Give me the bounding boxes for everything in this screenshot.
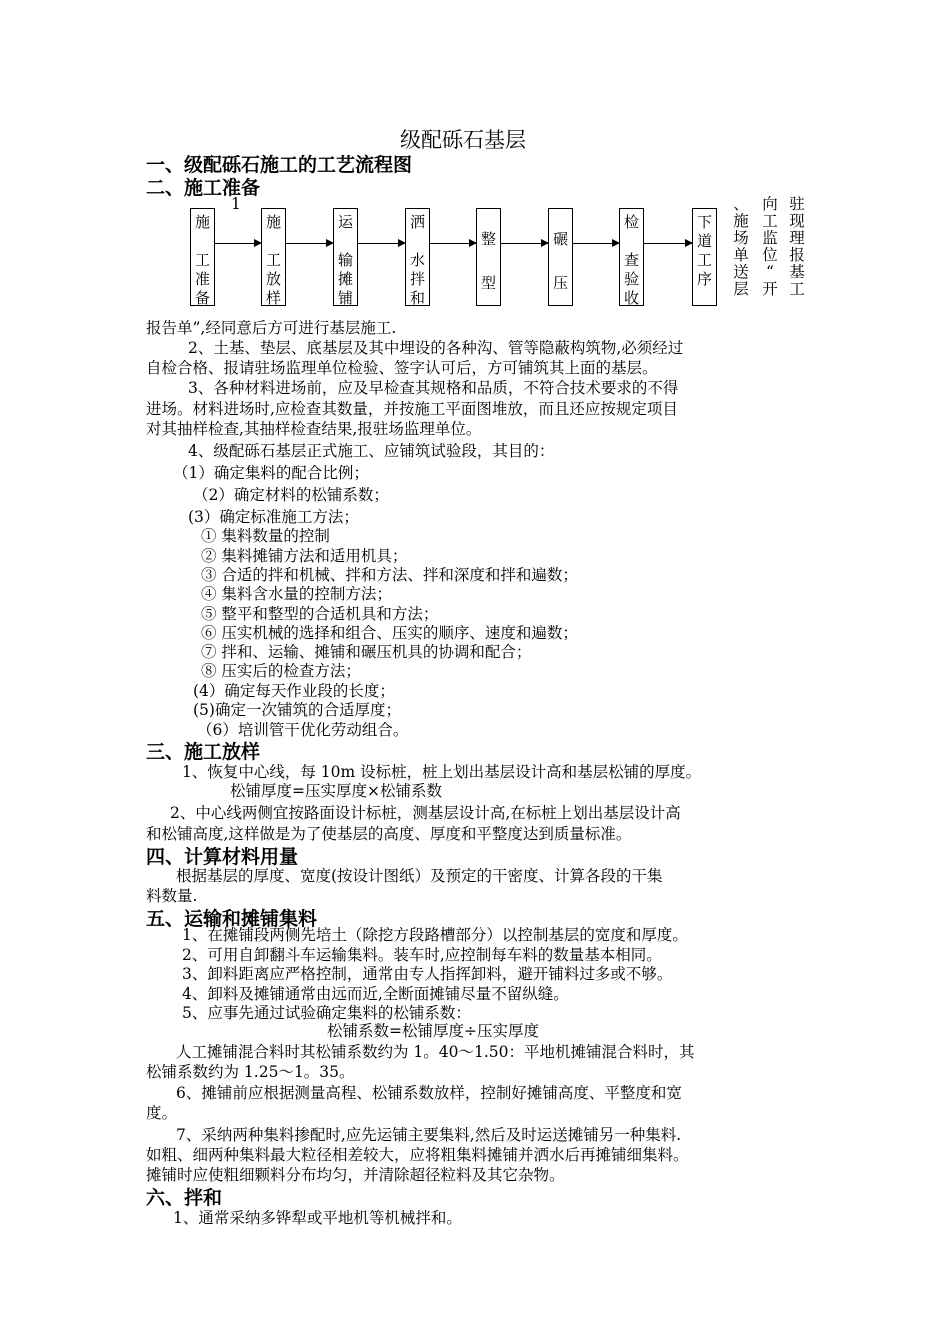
flow-arrow xyxy=(644,243,692,244)
flow-step-box xyxy=(333,208,358,306)
flow-step-char: 道 xyxy=(696,232,712,250)
flow-step-char xyxy=(406,233,429,249)
body-text-line: 度。 xyxy=(146,1104,178,1122)
flow-arrow xyxy=(215,243,261,244)
flow-step-box xyxy=(619,208,644,306)
body-text-line: 7、采纳两种集料掺配时,应先运铺主要集料,然后及时运送摊铺另一种集料. xyxy=(176,1126,682,1144)
vertical-char: 送 xyxy=(733,263,749,281)
vertical-char: 开 xyxy=(762,280,778,298)
section-heading: 五、运输和摊铺集料 xyxy=(146,908,318,930)
vertical-char: 基 xyxy=(789,263,805,281)
body-text-line: 4、卸料及摊铺通常由远而近,全断面摊铺尽量不留纵缝。 xyxy=(182,985,569,1003)
flow-step-box xyxy=(190,208,215,306)
vertical-char: 现 xyxy=(789,212,805,230)
flow-step-char: 拌 xyxy=(409,270,425,288)
flow-step-char: 水 xyxy=(409,251,425,269)
body-text-line: 料数量. xyxy=(146,887,198,905)
vertical-char: 监 xyxy=(762,229,778,247)
body-text-line: 5、应事先通过试验确定集料的松铺系数： xyxy=(182,1004,471,1022)
body-text-line: 如粗、细两种集料最大粒径相差较大，应将粗集料摊铺并洒水后再摊铺细集料。 xyxy=(146,1146,689,1164)
section-heading: 六、拌和 xyxy=(146,1187,223,1209)
vertical-char: 理 xyxy=(789,229,805,247)
body-text-line: ⑧ 压实后的检查方法； xyxy=(201,662,361,680)
body-text-line: 松铺厚度=压实厚度×松铺系数 xyxy=(230,782,442,800)
flow-step-char: 型 xyxy=(480,274,496,292)
body-text-line: 和松铺高度,这样做是为了使基层的高度、厚度和平整度达到质量标准。 xyxy=(146,825,632,843)
flow-arrow xyxy=(501,243,548,244)
flow-step-char: 工 xyxy=(696,251,712,269)
vertical-char: 向 xyxy=(762,195,778,213)
flow-step-char xyxy=(620,233,643,249)
flow-step-char: 放 xyxy=(265,270,281,288)
vertical-char: 施 xyxy=(733,212,749,230)
body-text-line: 2、土基、垫层、底基层及其中埋设的各种沟、管等隐蔽构筑物,必须经过 xyxy=(188,339,684,357)
body-text-line: ③ 合适的拌和机械、拌和方法、拌和深度和拌和遍数； xyxy=(201,566,578,584)
flow-step-char: 样 xyxy=(265,289,281,307)
flow-step-char: 碾 xyxy=(552,230,568,248)
flow-arrow xyxy=(430,243,476,244)
body-text-line: 对其抽样检查,其抽样检查结果,报驻场监理单位。 xyxy=(146,420,482,438)
flow-step-box xyxy=(476,208,501,306)
body-text-line: 松铺系数约为 1.25～1。35。 xyxy=(146,1063,355,1081)
body-text-line: 2、可用自卸翻斗车运输集料。装车时,应控制每车料的数量基本相同。 xyxy=(182,946,662,964)
flow-step-char: 铺 xyxy=(337,289,353,307)
body-text-line: （2）确定材料的松铺系数； xyxy=(193,486,389,504)
flow-step-char: 准 xyxy=(194,270,210,288)
section-heading: 四、计算材料用量 xyxy=(146,846,299,868)
flow-step-char: 整 xyxy=(480,230,496,248)
vertical-char: 驻 xyxy=(789,195,805,213)
body-text-line: (5)确定一次铺筑的合适厚度； xyxy=(193,701,401,719)
flow-step-box xyxy=(261,208,286,306)
flow-step-char xyxy=(334,233,357,249)
vertical-text-col-2 xyxy=(762,196,778,298)
flow-step-box xyxy=(405,208,430,306)
flow-step-char: 运 xyxy=(337,213,353,231)
body-text-line: 摊铺时应使粗细颗料分布均匀，并清除超径粒料及其它杂物。 xyxy=(146,1166,565,1184)
body-text-line: ⑥ 压实机械的选择和组合、压实的顺序、速度和遍数； xyxy=(201,624,578,642)
body-text-line: 自检合格、报请驻场监理单位检验、签字认可后，方可铺筑其上面的基层。 xyxy=(146,359,658,377)
body-text-line: 进场。材料进场时,应检查其数量，并按施工平面图堆放，而且还应按规定项目 xyxy=(146,400,678,418)
body-text-line: 6、摊铺前应根据测量高程、松铺系数放样，控制好摊铺高度、平整度和宽 xyxy=(176,1084,682,1102)
body-text-line: ⑦ 拌和、运输、摊铺和碾压机具的协调和配合； xyxy=(201,643,532,661)
vertical-char: 单 xyxy=(733,246,749,264)
body-text-line: (4）确定每天作业段的长度； xyxy=(193,682,395,700)
flow-step-char: 检 xyxy=(623,213,639,231)
vertical-char: 工 xyxy=(762,212,778,230)
flow-step-box xyxy=(692,208,717,306)
body-text-line: 1、恢复中心线，每 10m 设标桩，桩上划出基层设计高和基层松铺的厚度。 xyxy=(182,763,702,781)
flow-step-char: 摊 xyxy=(337,270,353,288)
body-text-line: 3、各种材料进场前，应及早检查其规格和品质，不符合技术要求的不得 xyxy=(188,379,679,397)
body-text-line: ② 集料摊铺方法和适用机具； xyxy=(201,547,408,565)
body-text-line: 1、通常采纳多铧犁或平地机等机械拌和。 xyxy=(173,1209,462,1227)
flow-step-char: 输 xyxy=(337,251,353,269)
vertical-char: 场 xyxy=(733,229,749,247)
flow-step-char: 下 xyxy=(696,213,712,231)
body-text-line: （1）确定集料的配合比例； xyxy=(173,464,369,482)
body-text-line: 1、在摊铺段两侧先培土（除挖方段路槽部分）以控制基层的宽度和厚度。 xyxy=(182,926,688,944)
vertical-char: 层 xyxy=(733,280,749,298)
vertical-char: 报 xyxy=(789,246,805,264)
flow-step-char: 和 xyxy=(409,289,425,307)
flow-arrow xyxy=(573,243,619,244)
body-text-line: ④ 集料含水量的控制方法； xyxy=(201,585,392,603)
page-title: 级配砾石基层 xyxy=(400,128,526,152)
body-text-line: 4、级配砾石基层正式施工、应铺筑试验段，其目的： xyxy=(188,442,555,460)
flow-step-char: 序 xyxy=(696,270,712,288)
flow-step-char: 施 xyxy=(194,213,210,231)
flow-step-char: 工 xyxy=(265,251,281,269)
section-heading: 三、施工放样 xyxy=(146,741,261,763)
body-text-line: 2、中心线两侧宜按路面设计标桩，测基层设计高,在标桩上划出基层设计高 xyxy=(170,804,681,822)
body-text-line: ⑤ 整平和整型的合适机具和方法； xyxy=(201,605,439,623)
body-text-line: 人工摊铺混合料时其松铺系数约为 1。40～1.50：平地机摊铺混合料时，其 xyxy=(176,1043,695,1061)
flow-step-char: 收 xyxy=(623,289,639,307)
body-text-line: ① 集料数量的控制 xyxy=(201,527,330,545)
flow-step-box xyxy=(548,208,573,306)
vertical-char: 、 xyxy=(733,195,749,213)
flow-number: 1 xyxy=(231,195,241,213)
flow-step-char: 备 xyxy=(194,289,210,307)
vertical-char: 位 xyxy=(762,246,778,264)
vertical-text-col-1 xyxy=(733,196,749,298)
body-text-line: 松铺系数=松铺厚度÷压实厚度 xyxy=(327,1022,539,1040)
body-text-line: 报告单”,经同意后方可进行基层施工. xyxy=(146,319,397,337)
flow-arrow xyxy=(358,243,405,244)
body-text-line: （6）培训管干优化劳动组合。 xyxy=(197,721,409,739)
body-text-line: 根据基层的厚度、宽度(按设计图纸）及预定的干密度、计算各段的干集 xyxy=(176,867,663,885)
vertical-char: 工 xyxy=(789,280,805,298)
flow-step-char: 压 xyxy=(552,274,568,292)
flow-arrow xyxy=(286,243,333,244)
vertical-text-col-3 xyxy=(789,196,805,298)
flow-step-char: 工 xyxy=(194,251,210,269)
flow-step-char: 查 xyxy=(623,251,639,269)
flow-step-char xyxy=(262,233,285,249)
flow-step-char: 施 xyxy=(265,213,281,231)
vertical-char: “ xyxy=(766,263,774,281)
section-heading-2: 二、施工准备 xyxy=(146,177,261,199)
flow-step-char: 验 xyxy=(623,270,639,288)
body-text-line: (3）确定标准施工方法； xyxy=(188,508,359,526)
section-heading-1: 一、级配砾石施工的工艺流程图 xyxy=(146,154,413,176)
flow-step-char: 洒 xyxy=(409,213,425,231)
flow-step-char xyxy=(191,233,214,249)
body-text-line: 3、卸料距离应严格控制，通常由专人指挥卸料，避开铺料过多或不够。 xyxy=(182,965,673,983)
